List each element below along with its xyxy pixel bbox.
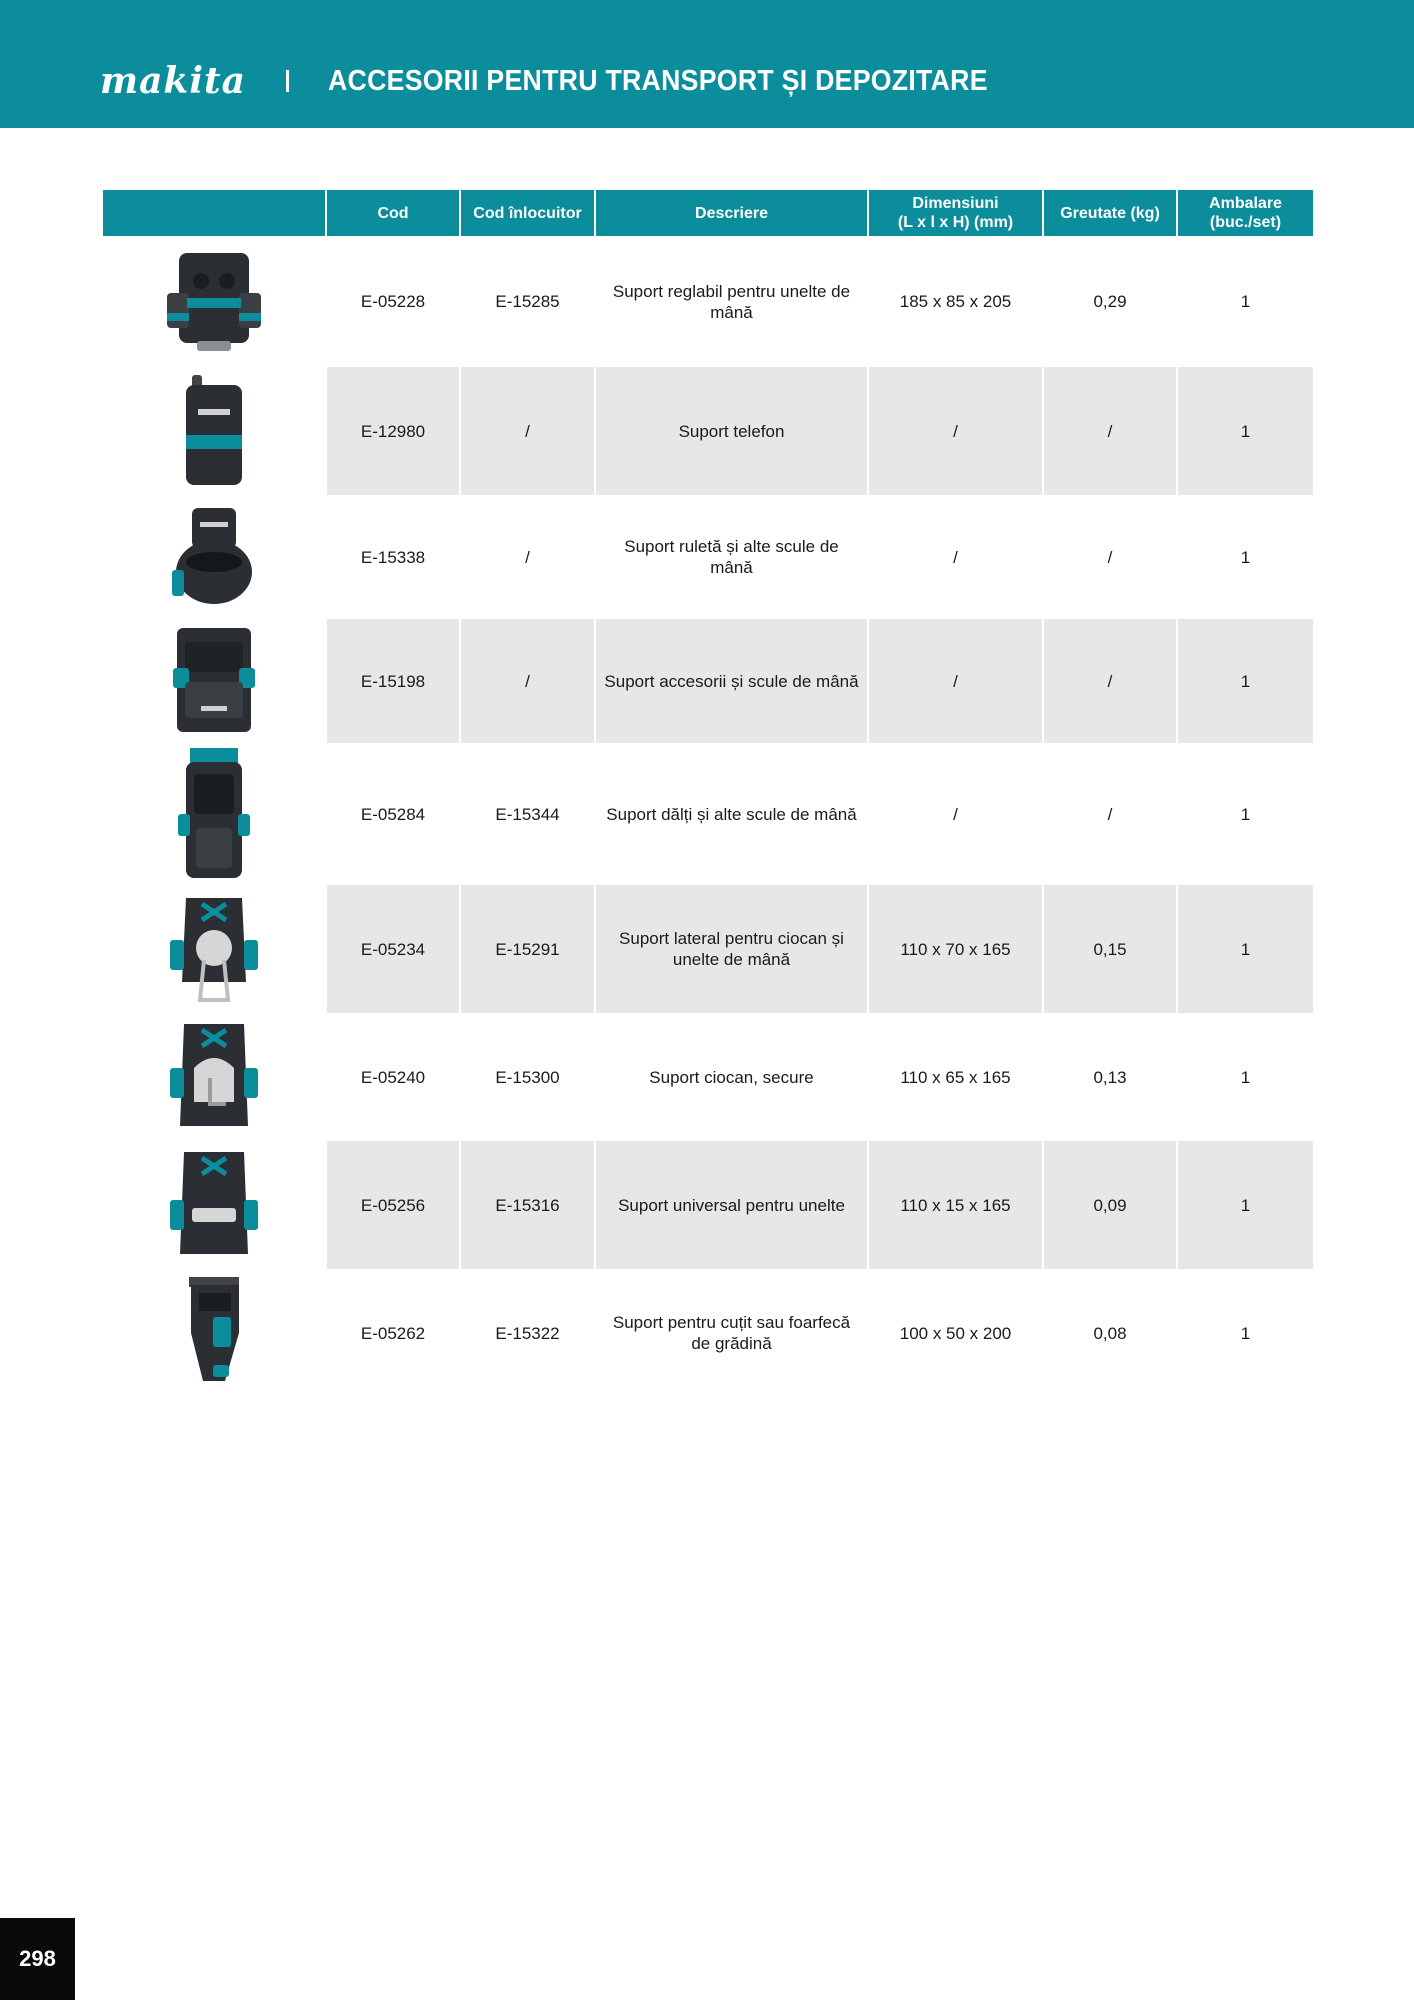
page-title: ACCESORII PENTRU TRANSPORT ȘI DEPOZITARE <box>328 65 988 97</box>
cell-cod: E-05228 <box>360 292 426 311</box>
cell-greutate: 0,29 <box>1093 292 1127 311</box>
knife-shears-holder-icon <box>103 1269 325 1397</box>
cell-dimensiuni: / <box>953 547 958 567</box>
cell-cod: E-05256 <box>327 1141 459 1269</box>
cell-cod: E-12980 <box>327 367 459 495</box>
cell-dimensiuni: / <box>953 804 958 824</box>
column-header-image <box>103 190 325 236</box>
product-table <box>103 190 1313 1397</box>
cell-ambalare: 1 <box>1178 1141 1313 1269</box>
table-row <box>103 1269 1313 1397</box>
hammer-side-holder-icon <box>103 885 325 1013</box>
page-header <box>0 0 1414 128</box>
table-body <box>103 236 1313 1397</box>
cell-descriere: Suport ciocan, secure <box>649 1067 814 1087</box>
cell-descriere: Suport accesorii și scule de mână <box>596 619 867 743</box>
table-row <box>103 619 1313 743</box>
cell-cod-inlocuitor: E-15285 <box>495 292 560 311</box>
tape-holder-icon <box>103 495 325 619</box>
table-row <box>103 236 1313 367</box>
column-header-dimensiuni: Dimensiuni (L x l x H) (mm) <box>869 190 1042 236</box>
cell-cod-inlocuitor: E-15291 <box>461 885 594 1013</box>
cell-ambalare: 1 <box>1178 885 1313 1013</box>
cell-cod-inlocuitor: E-15316 <box>461 1141 594 1269</box>
cell-cod-inlocuitor: E-15344 <box>495 804 560 824</box>
phone-holder-icon <box>103 367 325 495</box>
column-header-descriere: Descriere <box>596 190 867 236</box>
cell-ambalare: 1 <box>1240 804 1251 824</box>
accessory-pouch-icon <box>103 619 325 743</box>
cell-ambalare: 1 <box>1178 619 1313 743</box>
tool-holder-pouch-icon <box>103 236 325 367</box>
cell-ambalare: 1 <box>1240 1323 1251 1343</box>
column-header-ambalare: Ambalare (buc./set) <box>1178 190 1313 236</box>
column-header-greutate: Greutate (kg) <box>1044 190 1176 236</box>
cell-cod: E-05284 <box>360 804 426 824</box>
cell-dimensiuni: 100 x 50 x 200 <box>899 1323 1012 1343</box>
cell-greutate: 0,15 <box>1044 885 1176 1013</box>
cell-cod: E-05234 <box>327 885 459 1013</box>
column-header-cod: Cod <box>327 190 459 236</box>
table-row <box>103 743 1313 885</box>
chisel-holder-icon <box>103 743 325 885</box>
cell-cod-inlocuitor: / <box>461 619 594 743</box>
table-row <box>103 495 1313 619</box>
makita-logo: makita <box>100 60 246 102</box>
cell-dimensiuni: 185 x 85 x 205 <box>899 292 1012 311</box>
page-number: 298 <box>0 1918 75 2000</box>
cell-dimensiuni: 110 x 70 x 165 <box>869 885 1042 1013</box>
header-divider <box>286 70 289 92</box>
cell-dimensiuni: / <box>869 367 1042 495</box>
cell-descriere: Suport telefon <box>596 367 867 495</box>
cell-greutate: / <box>1044 619 1176 743</box>
cell-descriere: Suport dălți și alte scule de mână <box>606 804 857 824</box>
cell-ambalare: 1 <box>1240 1067 1251 1087</box>
table-row <box>103 1013 1313 1141</box>
cell-cod: E-05240 <box>360 1067 426 1087</box>
table-row <box>103 367 1313 495</box>
cell-descriere: Suport reglabil pentru unelte de mână <box>612 281 851 322</box>
table-row <box>103 1141 1313 1269</box>
table-header-row <box>103 190 1313 236</box>
cell-greutate: / <box>1107 804 1113 824</box>
cell-cod-inlocuitor: / <box>461 367 594 495</box>
cell-descriere: Suport universal pentru unelte <box>596 1141 867 1269</box>
cell-greutate: / <box>1044 367 1176 495</box>
table-row <box>103 885 1313 1013</box>
cell-descriere: Suport ruletă și alte scule de mână <box>624 537 839 577</box>
cell-cod: E-05262 <box>360 1323 426 1343</box>
cell-dimensiuni: 110 x 15 x 165 <box>869 1141 1042 1269</box>
cell-greutate: 0,13 <box>1093 1067 1127 1087</box>
cell-ambalare: 1 <box>1178 367 1313 495</box>
cell-greutate: 0,09 <box>1044 1141 1176 1269</box>
cell-cod: E-15338 <box>360 547 426 567</box>
cell-ambalare: 1 <box>1240 547 1251 567</box>
universal-tool-holder-icon <box>103 1141 325 1269</box>
cell-dimensiuni: / <box>869 619 1042 743</box>
cell-cod: E-15198 <box>327 619 459 743</box>
cell-greutate: 0,08 <box>1093 1323 1127 1343</box>
cell-ambalare: 1 <box>1240 292 1251 311</box>
cell-cod-inlocuitor: E-15300 <box>495 1067 560 1087</box>
hammer-axe-holder-icon <box>103 1013 325 1141</box>
cell-greutate: / <box>1107 547 1113 567</box>
cell-descriere: Suport lateral pentru ciocan și unelte de mână <box>596 885 867 1013</box>
cell-dimensiuni: 110 x 65 x 165 <box>900 1067 1011 1087</box>
cell-descriere: Suport pentru cuțit sau foarfecă de grădină <box>612 1313 851 1353</box>
column-header-cod-inlocuitor: Cod înlocuitor <box>461 190 594 236</box>
cell-cod-inlocuitor: / <box>525 547 530 567</box>
cell-cod-inlocuitor: E-15322 <box>495 1323 560 1343</box>
